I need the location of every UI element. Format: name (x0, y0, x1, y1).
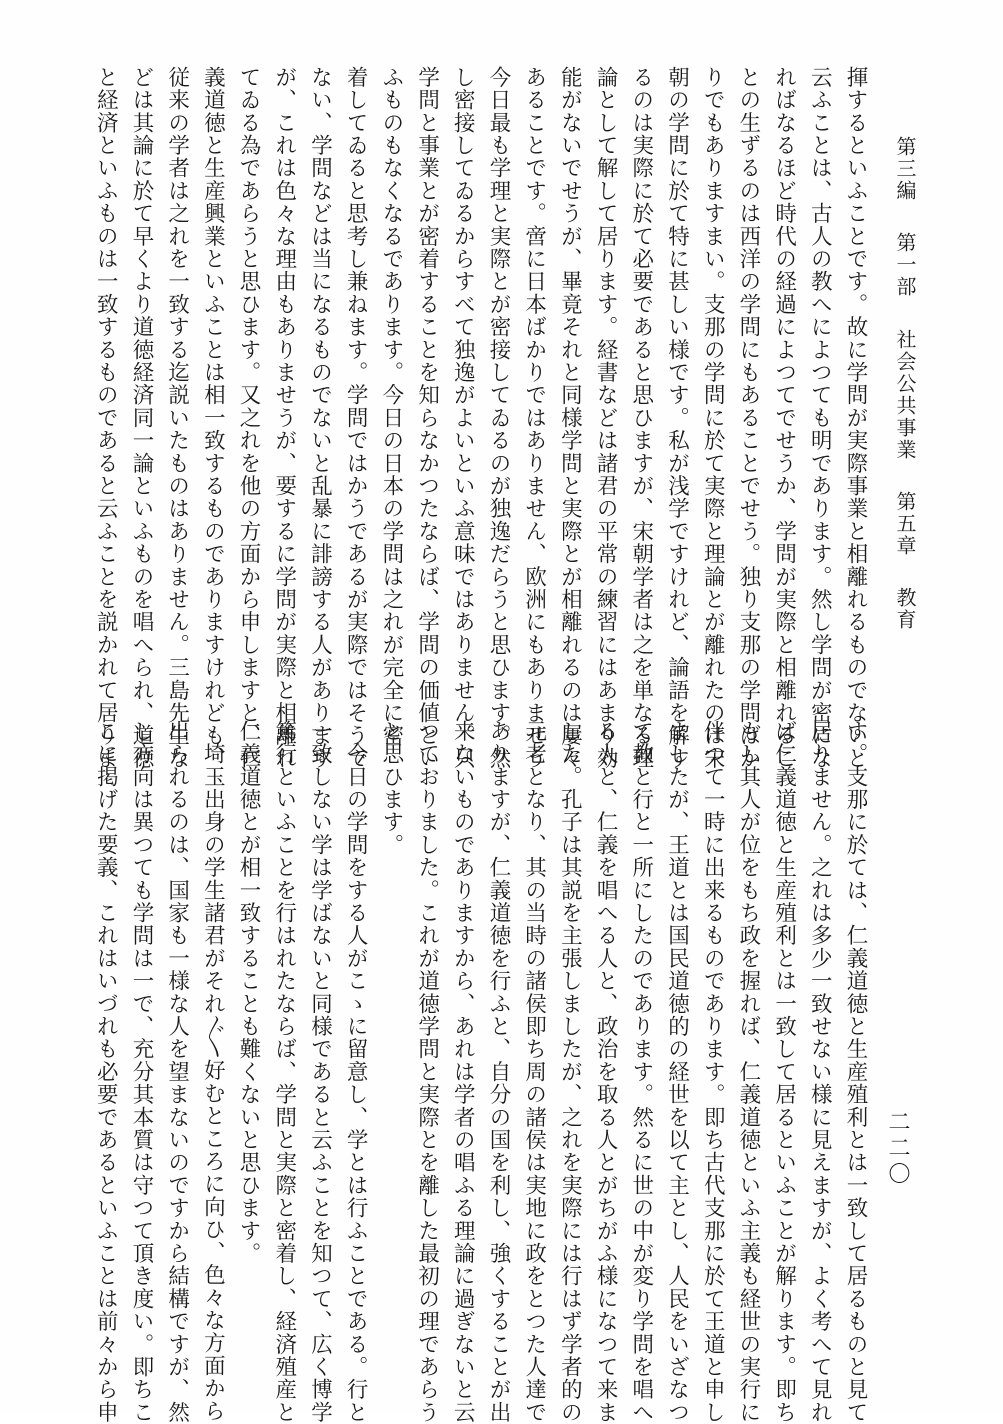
running-header (895, 136, 915, 653)
text-column: ふものもなくなるであります。今日の日本の学問は之れが完全に密 (378, 66, 404, 747)
text-column: し密接してゐるからすべて独逸がよいといふ意味ではありません。只 (450, 66, 476, 770)
text-column: 今日の学問をする人がこゝに留意し、学とは行ふことである。行と (343, 720, 369, 1424)
text-column: 埼玉出身の学生諸君がそれ〴〵好むところに向ひ、色々な方面から (200, 720, 226, 1423)
header-part: 第三編 (893, 136, 917, 202)
text-column: つておりました。これが道徳学問と実際とを離した最初の理であらう (414, 720, 440, 1424)
text-column: ない、学問などは当になるものでないと乱暴に誹謗する人があります (307, 66, 333, 770)
page-number: 二二〇 (885, 1110, 910, 1188)
text-column: し方向は異つても学問は一で、充分其本質は守つて頂き度い。即ちこ (128, 720, 154, 1424)
text-column: てゐる為であらうと思ひます。又之れを他の方面から申しますと、仁 (236, 66, 262, 770)
text-column: 居りません。之れは多少一致せない様に見えますが、よく考へて見れ (807, 720, 833, 1424)
text-column: 云ふことは、古人の教へによつても明であります。然し学問が密にな (807, 66, 833, 770)
text-column: 論として解して居ります。経書などは諸君の平常の練習にはあまり効 (593, 66, 619, 770)
text-column: もし其人が位をもち政を握れば、仁義道徳といふ主義も経世の実行に (735, 720, 761, 1424)
text-column: あることです。啻に日本ばかりではありません、欧洲にもありませう (521, 66, 547, 770)
text-column: ありますが、仁義道徳を行ふと、自分の国を利し、強くすることが出 (485, 720, 511, 1424)
text-column: こに掲げた要義、これはいづれも必要であるといふことは前々から申 (93, 720, 119, 1424)
text-block-bottom (93, 720, 873, 1424)
text-column: 着してゐると思考し兼ねます。学問ではかうであるが実際ではそうで (343, 66, 369, 770)
header-title: 社会公共事業 (893, 328, 917, 461)
text-column: と思ひます。 (378, 720, 404, 857)
header-division: 第一部 (893, 232, 917, 299)
text-column: る人と、仁義を唱へる人と、政治を取る人とがちがふ様になつて来ま (593, 720, 619, 1424)
text-column: 従来の学者は之れを一致する迄説いたものはありません。三島先生な (164, 66, 190, 770)
text-column: 義道徳と生産興業といふことは相一致するものでありますけれども、 (200, 66, 226, 770)
header-subject: 教育 (893, 587, 917, 632)
text-column: と経済といふものは一致するものであると云ふことを説かれて居りま (93, 66, 119, 770)
header-chapter: 第五章 (893, 491, 917, 558)
text-column: す。支那に於ては、仁義道徳と生産殖利とは一致して居るものと見て (843, 720, 868, 1424)
text-column: 出られるのは、国家も一様な人を望まないのですから結構ですが、然 (164, 720, 190, 1424)
text-column: 朝の学問に於て特に甚しい様です。私が浅学ですけれど、論語を解す (664, 66, 690, 770)
text-column: 元老となり、其の当時の諸侯即ち周の諸侯は実地に政をとつた人達で (521, 720, 547, 1424)
text-column: が、これは色々な理由もありませうが、要するに学問が実際と相離れ (271, 66, 297, 770)
text-column: ましたが、王道とは国民道徳的の経世を以て主とし、人民をいざなつ (664, 720, 690, 1424)
text-column: との生ずるのは西洋の学問にもあることでせう。独り支那の学問ばか (735, 66, 761, 770)
text-column: 学問と事業とが密着することを知らなかつたならば、学問の価値とい (414, 66, 440, 770)
text-column: 篤行といふことを行はれたならば、学問と実際と密着し、経済殖産と (271, 720, 297, 1424)
text-column: りでもありますまい。支那の学問に於て実際と理論とが離れたのは宋 (700, 66, 726, 770)
text-column: した。孔子は其説を主張しましたが、之れを実際には行はず学者的の (557, 720, 583, 1424)
text-column: ればなるほど時代の経過によつてでせうか、学問が実際と相離れるこ (771, 66, 797, 770)
text-column: 今日最も学理と実際とが密接してゐるのが独逸だらうと思ひます。然 (485, 66, 511, 770)
text-column: て教と行と一所にしたのであります。然るに世の中が変り学問を唱へ (628, 720, 654, 1424)
text-column: 能がないでせうが、畢竟それと同様学問と実際とが相離れるのは屢々 (557, 66, 583, 770)
text-column: 伴つて一時に出来るものであります。即ち古代支那に於て王道と申し (700, 720, 726, 1424)
text-column: ば仁義道徳と生産殖利とは一致して居るといふことが解ります。即ち (771, 720, 797, 1424)
text-column: 揮するといふことです。故に学問が実際事業と相離れるものでないと (843, 66, 868, 770)
text-column: 仁義道徳とが相一致することも難くないと思ひます。 (236, 720, 262, 1265)
text-column: 来ないものでありますから、あれは学者の唱ふる理論に過ぎないと云 (450, 720, 476, 1424)
text-column: どは其論に於て早くより道徳経済同一論といふものを唱へられ、道徳 (128, 66, 154, 770)
text-column: るのは実際に於て必要であると思ひますが、宋朝学者は之を単なる理 (628, 66, 654, 770)
text-block-top (93, 66, 873, 770)
text-column: 一致しない学は学ばないと同様であると云ふことを知つて、広く博学 (307, 720, 333, 1424)
